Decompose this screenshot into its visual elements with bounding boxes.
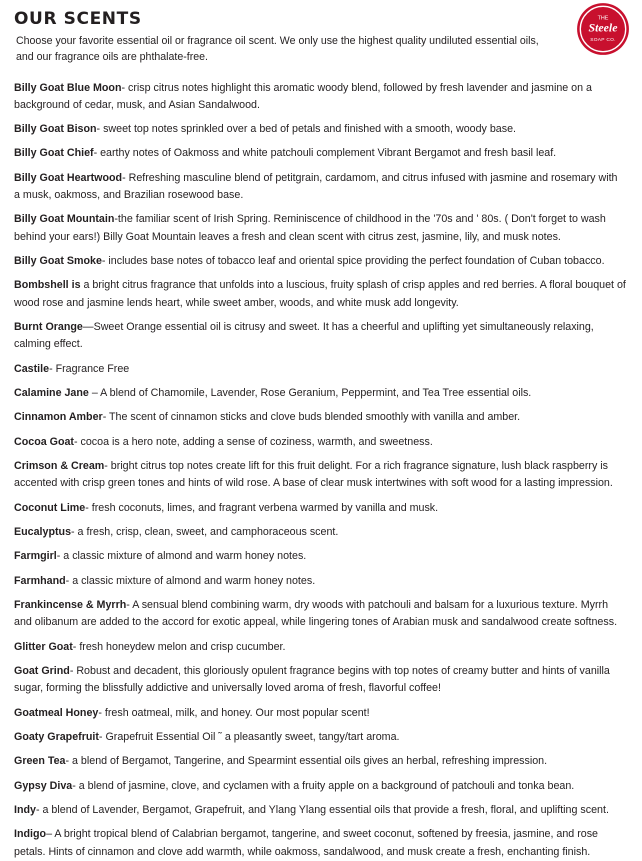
scent-description: - sweet top notes sprinkled over a bed of petals and finished with a smooth, woody base. [96,123,516,136]
scent-name: Frankincense & Myrrh [14,599,127,612]
list-item [14,500,626,517]
scent-description: - Refreshing masculine blend of petitgrain, cardamom, and citrus infused with jasmine and rosemary with a musk, oakmoss, and Brazilian rosewood base. [14,171,618,202]
list-item [14,319,626,354]
scent-name: Farmhand [14,574,66,587]
svg-text:THE: THE [597,15,609,22]
scent-description: - a fresh, crisp, clean, sweet, and camphoraceous scent. [71,526,339,539]
scent-name: Gypsy Diva [14,779,73,792]
list-item [14,597,626,632]
scent-description: - crisp citrus notes highlight this aromatic woody blend, followed by fresh lavender and jasmine on a background of cedar, musk, and Asian Sandalwood. [14,81,592,111]
scent-description: -the familiar scent of Irish Spring. Reminiscence of childhood in the '70s and ' 80s. ( Don't forget to wash behind your ears!) Billy Goat Mountain leaves a fresh and clean scent with citrus zest, jasmine, lily, and musk notes. [14,213,606,243]
scent-description: - a blend of Bergamot, Tangerine, and Spearmint essential oils gives an herbal, refreshing impression. [65,755,548,768]
scent-name: Goaty Grapefruit [14,731,99,744]
scent-description: - a classic mixture of almond and warm honey notes. [56,550,307,563]
scent-name: Goat Grind [14,665,70,678]
scent-description: - fresh coconuts, limes, and fragrant verbena warmed by vanilla and musk. [85,501,439,514]
list-item [14,729,626,746]
list-item [14,80,626,115]
scent-name: Glitter Goat [14,640,73,653]
scent-name: Goatmeal Honey [14,706,99,719]
scent-description: - bright citrus top notes create lift for this fruit delight. For a rich fragrance signature, lush black raspberry is accented with crisp green tones and hints of wild rose. A base of clear musk intertwines with soft wood for a lasting impression. [14,460,613,490]
scent-name: Farmgirl [14,550,57,563]
scent-name: Billy Goat Bison [14,123,97,136]
scent-name: Indy [14,804,36,816]
list-item [14,778,626,795]
scent-name: Cinnamon Amber [14,411,103,424]
list-item [14,705,626,722]
scent-name: Green Tea [14,755,66,768]
steele-soap-company-logo-icon [576,2,630,56]
list-item [14,253,626,270]
scent-name: Billy Goat Blue Moon [14,81,122,94]
scent-description: - a blend of jasmine, clove, and cyclamen with a fruity apple on a background of patchouli and tonka bean. [72,779,575,792]
scent-name: Billy Goat Smoke [14,255,102,268]
list-item [14,548,626,565]
scent-description: - cocoa is a hero note, adding a sense of coziness, warmth, and sweetness. [73,435,433,448]
scent-name: Bombshell is [14,279,81,292]
scent-name: Billy Goat Heartwood [14,171,123,184]
scent-name: Cocoa Goat [14,435,74,448]
scent-name: Crimson & Cream [14,460,105,473]
scent-name: Billy Goat Chief [14,147,94,160]
list-item [14,573,626,590]
scent-description: - Robust and decadent, this gloriously opulent fragrance begins with top notes of creamy butter and hints of vanilla sugar, forming the blissfully addictive and universally loved aroma of fresh, flavorful coffee! [14,665,610,695]
list-item [14,361,626,378]
list-item [14,639,626,656]
list-item [14,524,626,541]
scent-description: a bright citrus fragrance that unfolds into a luscious, fruity splash of crisp apples and red berries. A floral bouquet of wood rose and jasmine lends heart, while sweet amber, woods, and white musk add longevity. [14,279,626,309]
list-item [14,145,626,162]
list-item [14,802,626,819]
scent-description: - The scent of cinnamon sticks and clove buds blended smoothly with vanilla and amber. [102,411,521,424]
list-item [14,753,626,770]
scent-description: —Sweet Orange essential oil is citrusy and sweet. It has a cheerful and uplifting yet simultaneously relaxing, calming effect. [14,321,594,351]
scent-description: - a classic mixture of almond and warm honey notes. [65,574,316,587]
list-item [14,663,626,698]
scent-list [0,66,642,861]
list-item [14,121,626,138]
list-item [14,211,626,246]
scent-description: - Fragrance Free [49,362,130,375]
svg-text:Steele: Steele [588,20,618,35]
list-item [14,409,626,426]
scent-name: Billy Goat Mountain [14,213,115,226]
scent-description: - fresh honeydew melon and crisp cucumber. [72,640,286,653]
svg-text:SOAP CO.: SOAP CO. [590,37,616,43]
scent-description: - A sensual blend combining warm, dry woods with patchouli and balsam for a luxurious texture. Myrrh and olibanum are added to the accord for exotic appeal, while lingering tones of Arabian musk and sandalwood create softness. [14,599,618,629]
scent-description: - includes base notes of tobacco leaf and oriental spice providing the perfect foundation of Cuban tobacco. [101,255,605,268]
page-intro: Choose your favorite essential oil or fragrance oil scent. We only use the highest quality undiluted essential oils, and our fragrance oils are phthalate-free. [16,34,539,64]
scent-name: Coconut Lime [14,501,86,514]
scent-description: - Grapefruit Essential Oil ˜ a pleasantly sweet, tangy/tart aroma. [98,731,400,744]
scent-description: - a blend of Lavender, Bergamot, Grapefruit, and Ylang Ylang essential oils that provide a fresh, floral, and uplifting scent. [35,804,609,816]
list-item [14,434,626,451]
list-item [14,458,626,493]
scent-name: Calamine Jane [14,387,89,400]
scent-name: Eucalyptus [14,526,72,539]
scent-description: – A blend of Chamomile, Lavender, Rose Geranium, Peppermint, and Tea Tree essential oils. [88,387,532,400]
scent-description: – A bright tropical blend of Calabrian bergamot, tangerine, and sweet coconut, softened by freesia, jasmine, and rose petals. Hints of cinnamon and clove add warmth, while oakmoss, sandalwood, and musk create a fresh, enchanting finish. [14,828,598,858]
page-header [0,0,642,66]
scent-description: - fresh oatmeal, milk, and honey. Our most popular scent! [98,706,370,719]
page-title: OUR SCENTS [14,9,142,29]
scent-description: - earthy notes of Oakmoss and white patchouli complement Vibrant Bergamot and fresh basil leaf. [93,147,557,160]
scent-name: Indigo [14,828,47,841]
scent-name: Castile [14,362,50,375]
list-item [14,277,626,312]
list-item [14,170,626,205]
scent-name: Burnt Orange [14,321,83,334]
list-item [14,385,626,402]
